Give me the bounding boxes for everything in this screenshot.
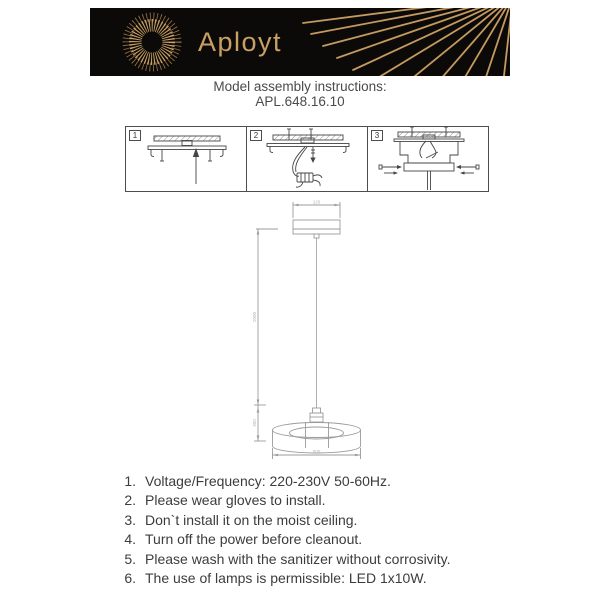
list-item [118,550,538,569]
item-number: 3. [124,511,136,528]
instruction-list [118,472,538,588]
step-number-badge: 2 [250,130,262,141]
item-text: Voltage/Frequency: 220-230V 50-60Hz. [145,473,391,489]
assembly-steps [125,126,489,192]
list-item [118,491,538,510]
pendant-lamp-dimension-drawing [220,190,400,465]
step-panel-1 [125,126,247,192]
list-item [118,511,538,530]
item-number: 5. [124,550,136,567]
step-panel-2 [246,126,368,192]
ray-fan-icon [295,8,510,76]
item-text: Please wash with the sanitizer without corrosivity. [145,550,451,567]
list-item [118,472,538,491]
brand-banner [90,8,510,76]
brand-name: Aployt [198,27,283,57]
item-text: The use of lamps is permissible: LED 1x10W. [145,570,427,587]
canopy-diameter-label: 120 [312,199,321,205]
step1-mount-bracket-diagram [126,127,248,191]
item-number: 6. [124,570,136,587]
step-number-badge: 1 [129,130,141,141]
list-item [118,569,538,588]
starburst-sun-icon [116,8,188,76]
drop-height-label: 2000 [252,311,257,323]
item-number: 4. [124,531,136,548]
item-number: 2. [124,492,136,509]
model-number: APL.648.16.10 [255,94,345,109]
title-block [0,79,600,109]
item-number: 1. [124,473,136,489]
step3-canopy-attachment-diagram [368,127,490,191]
item-text: Please wear gloves to install. [145,492,326,509]
item-text: Turn off the power before cleanout. [145,531,363,548]
page-title: Model assembly instructions: [213,79,387,94]
list-item [118,530,538,549]
shade-height-label: 300 [252,419,257,427]
shade-diameter-label: 500 [312,449,321,454]
step-panel-3 [367,126,489,192]
step-number-badge: 3 [371,130,383,141]
step2-wiring-diagram [247,127,369,191]
item-text: Don`t install it on the moist ceiling. [145,511,358,528]
